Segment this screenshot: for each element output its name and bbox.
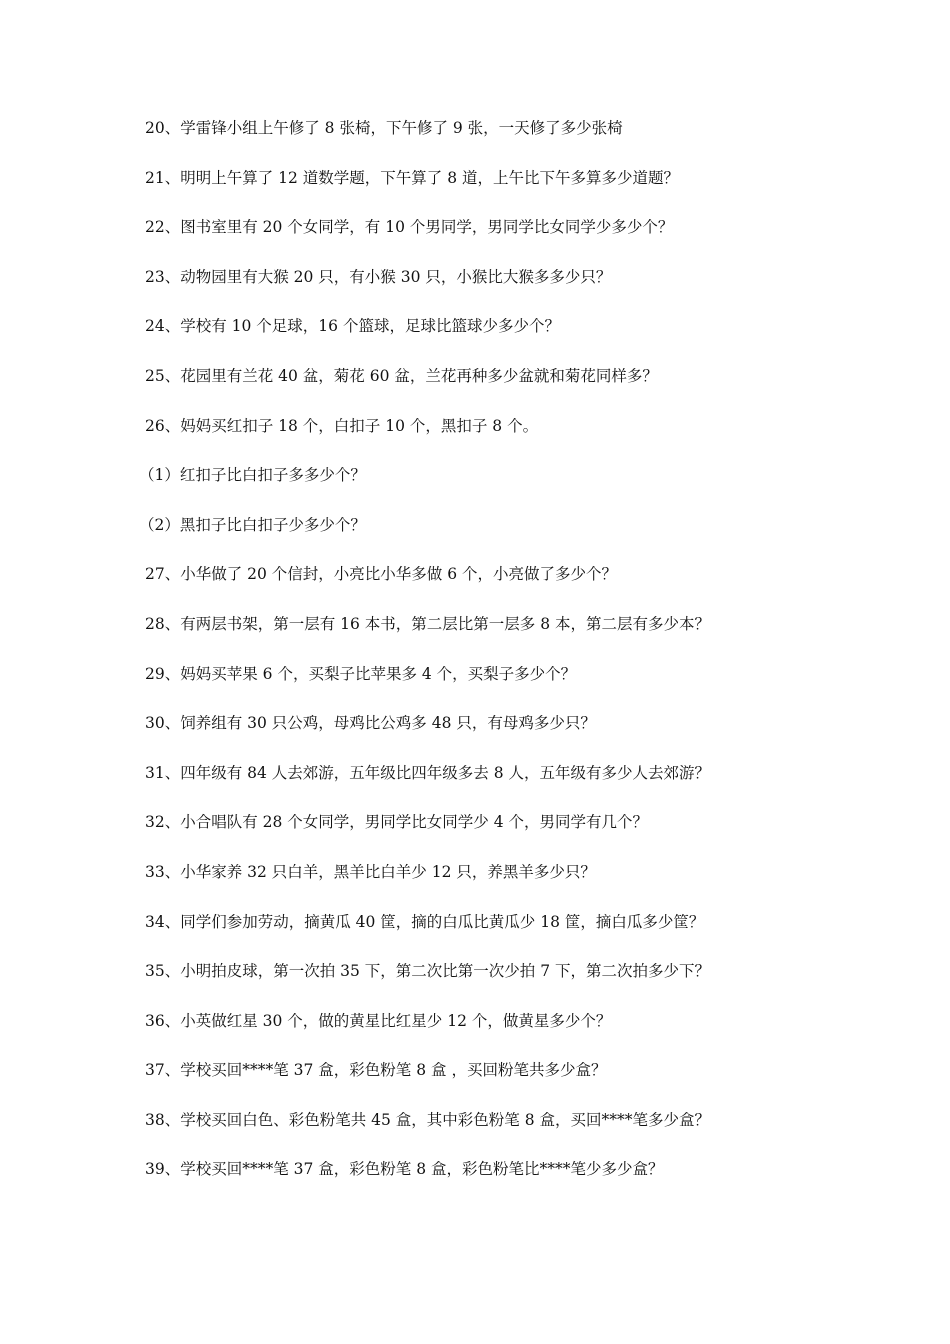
question-37: 37、学校买回****笔 37 盒，彩色粉笔 8 盒 ，买回粉笔共多少盒？ [145,1061,607,1080]
question-33: 33、小华家养 32 只白羊，黑羊比白羊少 12 只，养黑羊多少只？ [145,862,596,881]
question-20: 20、学雷锋小组上午修了 8 张椅，下午修了 9 张，一天修了多少张椅 [145,119,623,137]
question-22: 22、图书室里有 20 个女同学，有 10 个男同学，男同学比女同学少多少个？ [145,218,674,237]
question-list [139,113,905,1204]
question-35: 35、小明拍皮球，第一次拍 35 下，第二次比第一次少拍 7 下，第二次拍多少下？ [145,962,711,981]
question-38: 38、学校买回白色、彩色粉笔共 45 盒，其中彩色粉笔 8 盒，买回****笔多少盒？ [145,1110,711,1129]
question-34: 34、同学们参加劳动，摘黄瓜 40 筐，摘的白瓜比黄瓜少 18 筐，摘白瓜多少筐？ [145,912,705,931]
question-39: 39、学校买回****笔 37 盒，彩色粉笔 8 盒，彩色粉笔比****笔少多少盒？ [145,1160,664,1179]
question-30: 30、饲养组有 30 只公鸡，母鸡比公鸡多 48 只，有母鸡多少只？ [145,714,596,733]
question-26: 26、妈妈买红扣子 18 个，白扣子 10 个，黑扣子 8 个。 [145,416,539,435]
question-36: 36、小英做红星 30 个，做的黄星比红星少 12 个，做黄星多少个？ [145,1011,612,1030]
question-29: 29、妈妈买苹果 6 个，买梨子比苹果多 4 个，买梨子多少个？ [145,664,577,683]
question-26-part-2: （2）黑扣子比白扣子少多少个？ [139,515,366,534]
question-25: 25、花园里有兰花 40 盆，菊花 60 盆，兰花再种多少盆就和菊花同样多？ [145,366,658,385]
question-32: 32、小合唱队有 28 个女同学，男同学比女同学少 4 个，男同学有几个？ [145,813,649,832]
question-23: 23、动物园里有大猴 20 只，有小猴 30 只，小猴比大猴多多少只？ [145,267,612,286]
question-24: 24、学校有 10 个足球，16 个篮球，足球比篮球少多少个？ [145,317,560,336]
question-21: 21、明明上午算了 12 道数学题，下午算了 8 道，上午比下午多算多少道题？ [145,168,680,187]
question-31: 31、四年级有 84 人去郊游，五年级比四年级多去 8 人，五年级有多少人去郊游？ [145,763,711,782]
question-27: 27、小华做了 20 个信封，小亮比小华多做 6 个，小亮做了多少个？ [145,565,618,584]
question-26-part-1: （1）红扣子比白扣子多多少个？ [139,466,366,485]
question-28: 28、有两层书架，第一层有 16 本书，第二层比第一层多 8 本，第二层有多少本？ [145,614,711,633]
